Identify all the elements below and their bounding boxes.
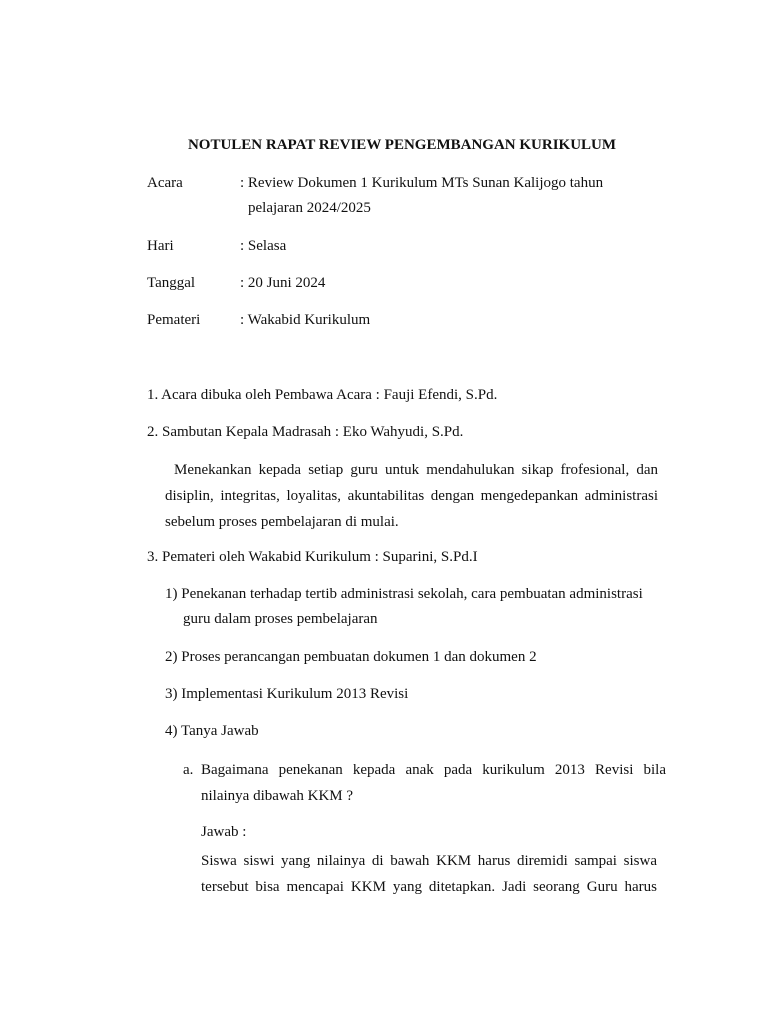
tanggal-value: : 20 Juni 2024	[240, 275, 326, 291]
list-item-3: 3. Pemateri oleh Wakabid Kurikulum : Suparini, S.Pd.I	[147, 549, 478, 565]
sub-item-1-continued: guru dalam proses pembelajaran	[183, 611, 378, 627]
hari-value: : Selasa	[240, 238, 287, 254]
sub-item-1: 1) Penekanan terhadap tertib administrasi sekolah, cara pembuatan administrasi	[165, 586, 643, 602]
sub-item-4: 4) Tanya Jawab	[165, 723, 259, 739]
list-item-1: 1. Acara dibuka oleh Pembawa Acara : Fauji Efendi, S.Pd.	[147, 387, 498, 403]
list-item-2: 2. Sambutan Kepala Madrasah : Eko Wahyudi, S.Pd.	[147, 424, 464, 440]
sub-item-2: 2) Proses perancangan pembuatan dokumen 1 dan dokumen 2	[165, 649, 537, 665]
paragraph-line: Bagaimana penekanan kepada anak pada kurikulum 2013 Revisi bila	[201, 762, 666, 778]
hari-label: Hari	[147, 238, 174, 254]
paragraph-line: tersebut bisa mencapai KKM yang ditetapkan. Jadi seorang Guru harus	[201, 879, 657, 895]
qa-answer	[201, 848, 657, 900]
pemateri-label: Pemateri	[147, 312, 201, 328]
sambutan-paragraph-cont	[165, 483, 658, 535]
paragraph-line: Menekankan kepada setiap guru untuk mendahulukan sikap frofesional, dan	[174, 462, 658, 478]
page-title: NOTULEN RAPAT REVIEW PENGEMBANGAN KURIKULUM	[187, 137, 617, 153]
paragraph-line: Siswa siswi yang nilainya di bawah KKM harus diremidi sampai siswa	[201, 853, 657, 869]
tanggal-label: Tanggal	[147, 275, 196, 291]
qa-jawab-label: Jawab :	[201, 824, 247, 840]
paragraph-line: nilainya dibawah KKM ?	[201, 788, 354, 804]
acara-value-continued: pelajaran 2024/2025	[248, 200, 371, 216]
sub-item-3: 3) Implementasi Kurikulum 2013 Revisi	[165, 686, 409, 702]
acara-value: : Review Dokumen 1 Kurikulum MTs Sunan Kalijogo tahun	[240, 175, 604, 191]
paragraph-line: sebelum proses pembelajaran di mulai.	[165, 514, 399, 530]
qa-marker: a.	[183, 762, 194, 778]
pemateri-value: : Wakabid Kurikulum	[240, 312, 371, 328]
qa-question	[201, 757, 666, 809]
acara-label: Acara	[147, 175, 183, 191]
paragraph-line: disiplin, integritas, loyalitas, akuntabilitas dengan mengedepankan administrasi	[165, 488, 658, 504]
sambutan-paragraph	[165, 457, 658, 483]
